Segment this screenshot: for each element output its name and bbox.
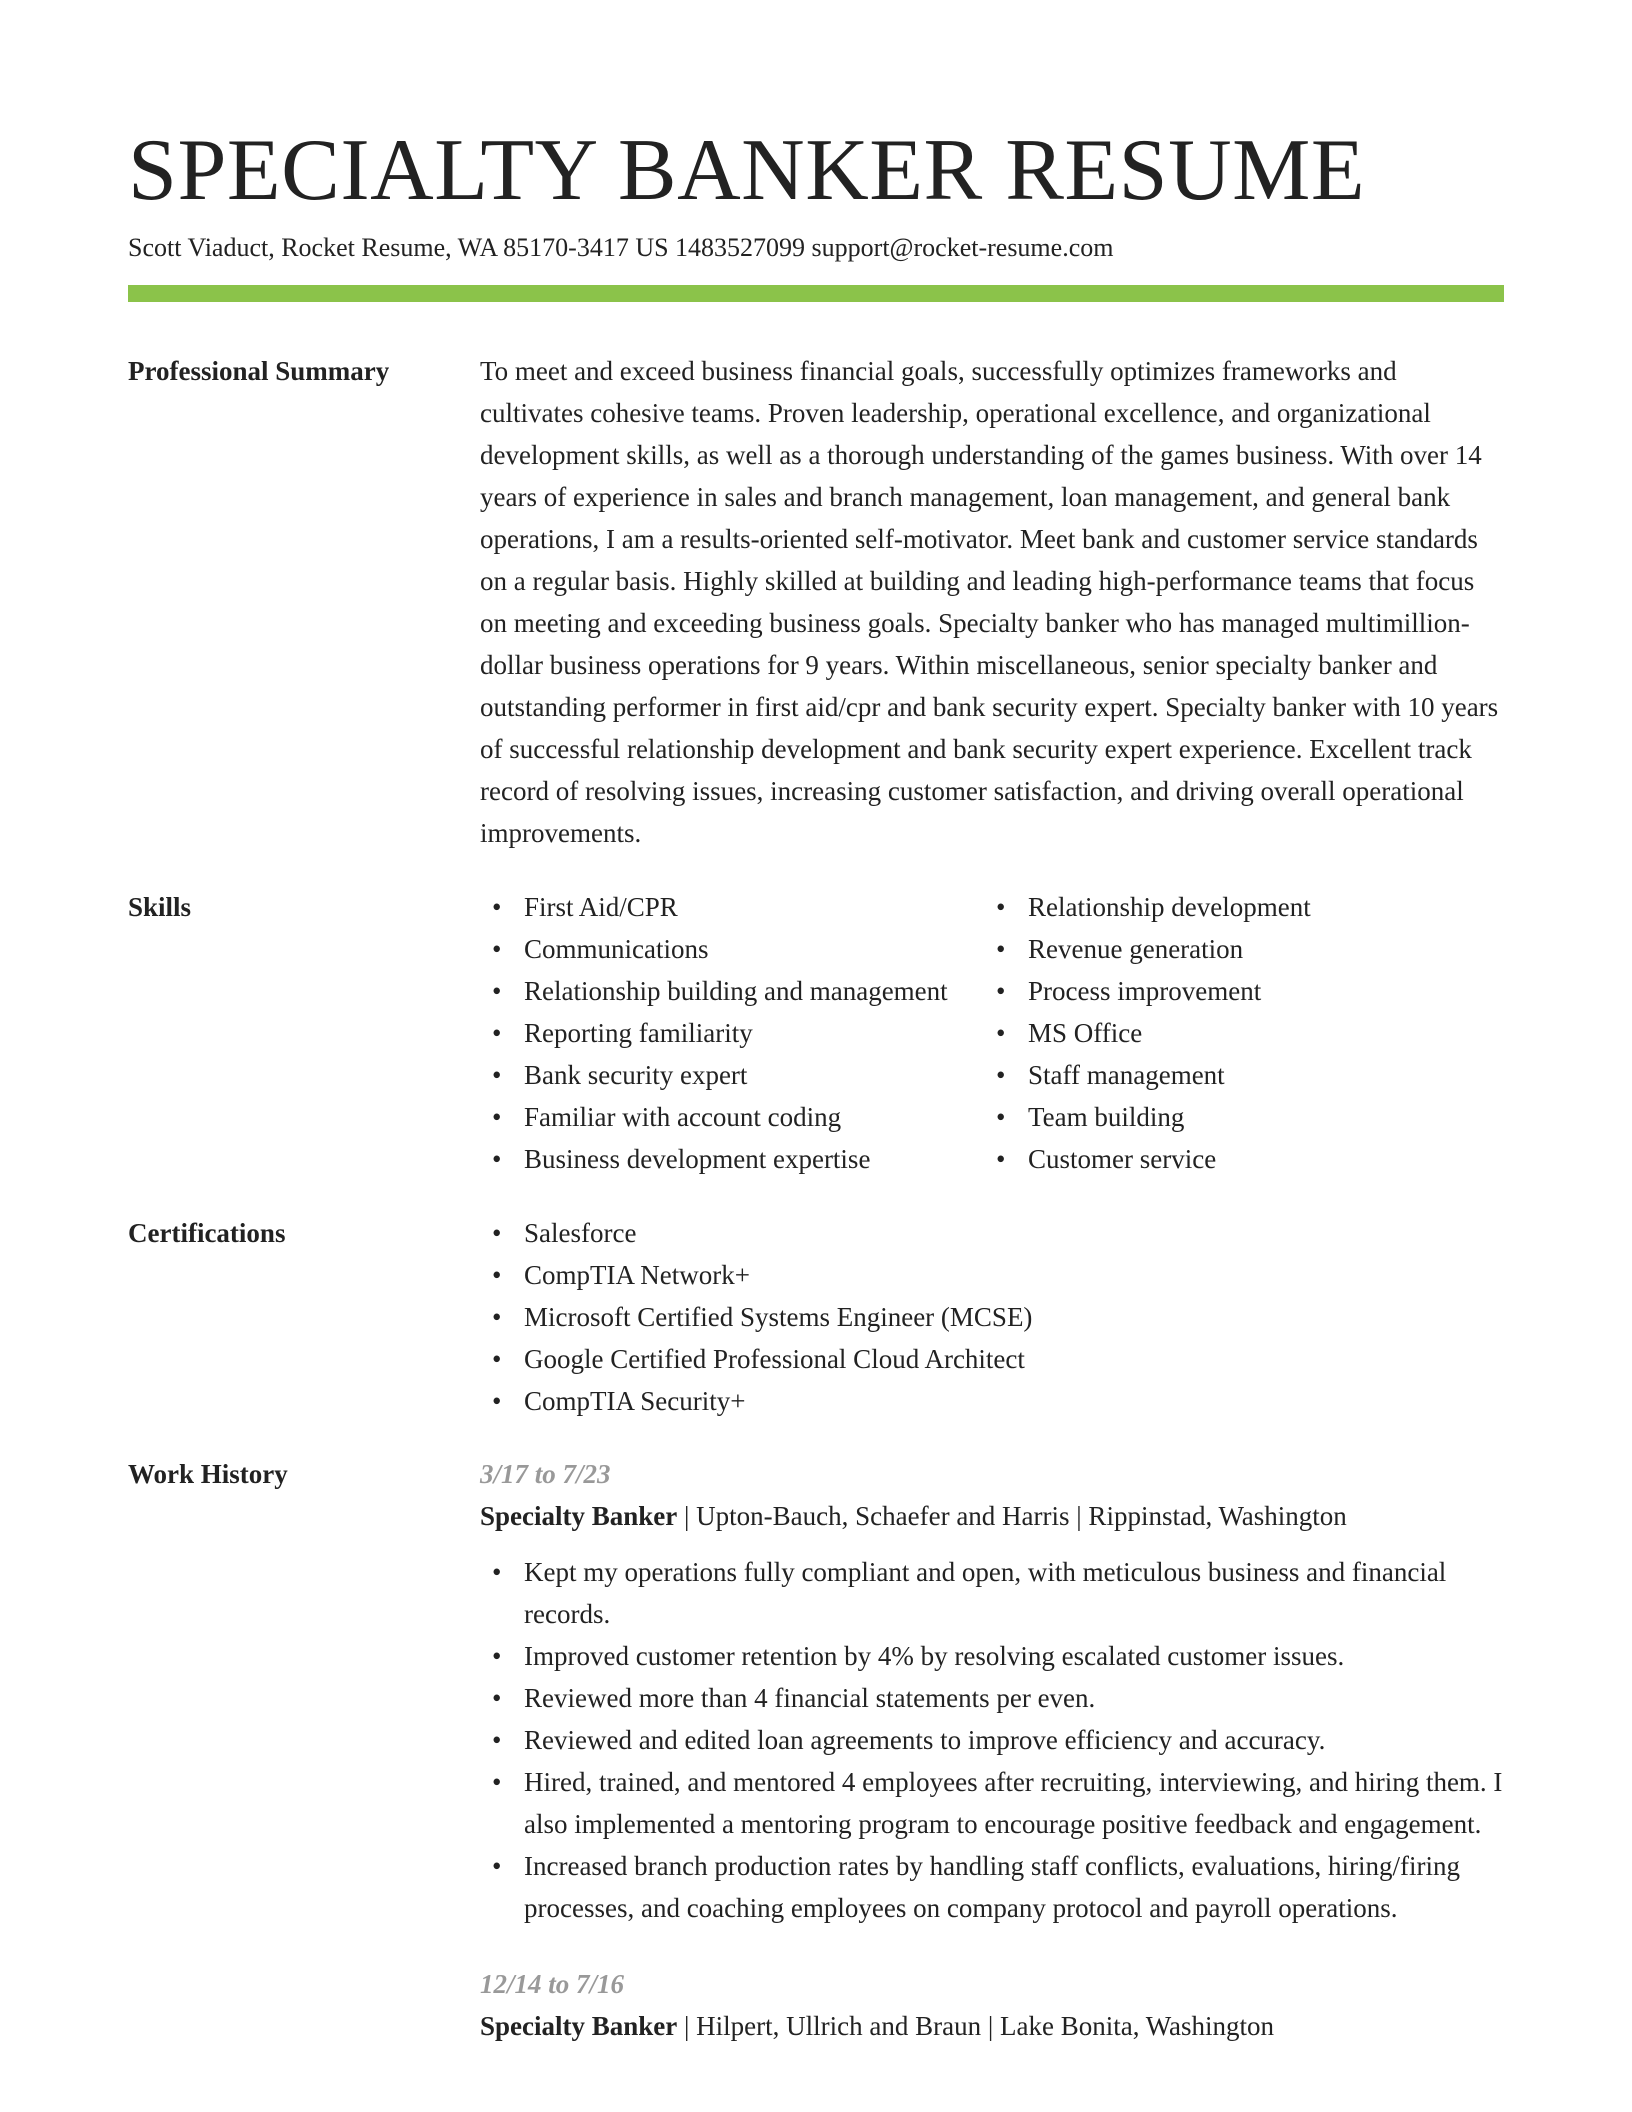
job-bullet: • Improved customer retention by 4% by resolving escalated customer issues. [480,1635,1504,1677]
bullet-icon: • [492,1386,502,1416]
bullet-icon: • [492,1302,502,1332]
skill-item: • Staff management [984,1054,1484,1096]
skill-item: • Communications [480,928,984,970]
job-entry [480,1453,1504,1929]
certification-item: • Google Certified Professional Cloud Architect [480,1338,1504,1380]
job-bullet: • Reviewed more than 4 financial statements per even. [480,1677,1504,1719]
skill-item: • Business development expertise [480,1138,984,1180]
certification-item: • CompTIA Security+ [480,1380,1504,1422]
job-title: Specialty Banker [480,2011,678,2041]
job-title: Specialty Banker [480,1501,678,1531]
bullet-icon: • [492,1102,502,1132]
bullet-icon: • [492,1641,502,1671]
certifications-label: Certifications [128,1218,286,1248]
job-details: | Upton-Bauch, Schaefer and Harris | Rippinstad, Washington [677,1501,1347,1531]
bullet-icon: • [996,976,1006,1006]
certification-item: • CompTIA Network+ [480,1254,1504,1296]
job-entry [480,1963,1504,2047]
skill-item: • Relationship development [984,886,1484,928]
job-bullet: • Increased branch production rates by handling staff conflicts, evaluations, hiring/firing processes, and coaching employees on company protocol and payroll operations. [480,1845,1504,1929]
bullet-icon: • [492,1060,502,1090]
bullet-icon: • [996,1018,1006,1048]
job-bullet: • Reviewed and edited loan agreements to improve efficiency and accuracy. [480,1719,1504,1761]
skills-label: Skills [128,892,192,922]
bullet-icon: • [492,1851,502,1881]
bullet-icon: • [492,1018,502,1048]
accent-divider [128,285,1504,302]
bullet-icon: • [492,1557,502,1587]
resume-title: SPECIALTY BANKER RESUME [128,122,1366,219]
bullet-icon: • [492,1344,502,1374]
summary-text: To meet and exceed business financial goals, successfully optimizes frameworks and cultivates cohesive teams. Proven leadership, operational excellence, and organizational development skills, as well as a thorough understanding of the games business. With over 14 years of experience in sales and branch management, loan management, and general bank operations, I am a results-oriented self-motivator. Meet bank and customer service standards on a regular basis. Highly skilled at building and leading high-performance teams that focus on meeting and exceeding business goals. Specialty banker who has managed multimillion-dollar business operations for 9 years. Within miscellaneous, senior specialty banker and outstanding performer in first aid/cpr and bank security expert. Specialty banker with 10 years of successful relationship development and bank security expert experience. Excellent track record of resolving issues, increasing customer satisfaction, and driving overall operational improvements. [480,356,1499,848]
certification-item: • Microsoft Certified Systems Engineer (MCSE) [480,1296,1504,1338]
skill-item: • Relationship building and management [480,970,984,1012]
skills-section [480,886,1504,1180]
job-details: | Hilpert, Ullrich and Braun | Lake Bonita, Washington [677,2011,1275,2041]
skill-item: • Customer service [984,1138,1484,1180]
skills-column-1 [480,886,984,1180]
certification-item: • Salesforce [480,1212,1504,1254]
skill-item: • Reporting familiarity [480,1012,984,1054]
job-heading [480,2005,1504,2047]
job-bullet: • Kept my operations fully compliant and open, with meticulous business and financial records. [480,1551,1504,1635]
bullet-icon: • [996,1144,1006,1174]
bullet-icon: • [492,892,502,922]
bullet-icon: • [492,1144,502,1174]
job-heading [480,1495,1504,1537]
summary-label: Professional Summary [128,356,390,386]
bullet-icon: • [996,892,1006,922]
summary-section [480,350,1504,854]
job-dates: 12/14 to 7/16 [480,1969,625,1999]
bullet-icon: • [492,1767,502,1797]
job-dates: 3/17 to 7/23 [480,1459,611,1489]
skill-item: • Bank security expert [480,1054,984,1096]
skill-item: • Process improvement [984,970,1484,1012]
work-history-label: Work History [128,1459,288,1489]
bullet-icon: • [492,1218,502,1248]
skill-item: • Team building [984,1096,1484,1138]
skills-column-2 [984,886,1484,1180]
job-bullet: • Hired, trained, and mentored 4 employees after recruiting, interviewing, and hiring them. I also implemented a mentoring program to encourage positive feedback and engagement. [480,1761,1504,1845]
bullet-icon: • [492,1725,502,1755]
bullet-icon: • [996,1060,1006,1090]
certifications-section [480,1212,1504,1422]
skill-item: • First Aid/CPR [480,886,984,928]
skill-item: • MS Office [984,1012,1484,1054]
bullet-icon: • [492,934,502,964]
skill-item: • Revenue generation [984,928,1484,970]
work-history-section [480,1453,1504,2047]
bullet-icon: • [492,976,502,1006]
skill-item: • Familiar with account coding [480,1096,984,1138]
job-bullets [480,1551,1504,1929]
bullet-icon: • [492,1260,502,1290]
contact-line: Scott Viaduct, Rocket Resume, WA 85170-3417 US 1483527099 support@rocket-resume.com [128,233,1114,262]
certifications-list [480,1212,1504,1422]
bullet-icon: • [996,1102,1006,1132]
bullet-icon: • [492,1683,502,1713]
bullet-icon: • [996,934,1006,964]
